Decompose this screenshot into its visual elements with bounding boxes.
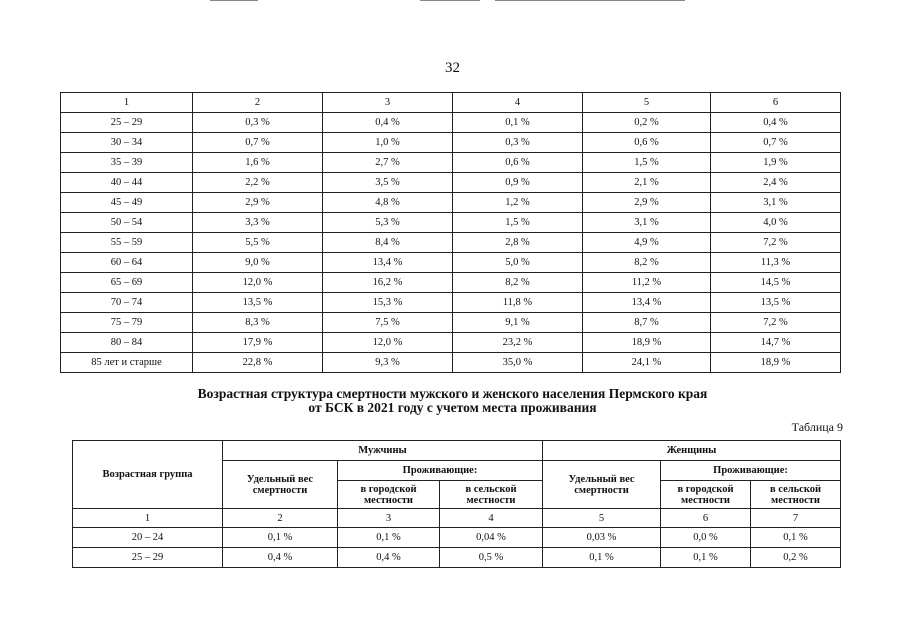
column-number-cell: 1 bbox=[61, 93, 193, 113]
scan-artifact-line bbox=[495, 0, 685, 1]
table-row bbox=[61, 133, 841, 153]
percent-cell: 0,6 % bbox=[453, 153, 583, 173]
percent-cell: 3,1 % bbox=[583, 213, 711, 233]
percent-cell: 7,2 % bbox=[711, 233, 841, 253]
percent-cell: 4,9 % bbox=[583, 233, 711, 253]
upper-column-number-row bbox=[61, 93, 841, 113]
section-title-line: от БСК в 2021 году с учетом места проживания bbox=[308, 400, 597, 415]
men-residing-header: Проживающие: bbox=[338, 461, 543, 481]
column-number-cell: 2 bbox=[223, 509, 338, 528]
table-row bbox=[61, 193, 841, 213]
women-rural-header: в сельской местности bbox=[751, 481, 841, 509]
percent-cell: 0,7 % bbox=[711, 133, 841, 153]
percent-cell: 0,4 % bbox=[223, 548, 338, 568]
percent-cell: 7,2 % bbox=[711, 313, 841, 333]
women-share-header: Удельный вес смертности bbox=[543, 461, 661, 509]
percent-cell: 0,1 % bbox=[223, 528, 338, 548]
percent-cell: 2,9 % bbox=[583, 193, 711, 213]
percent-cell: 0,1 % bbox=[751, 528, 841, 548]
percent-cell: 1,5 % bbox=[453, 213, 583, 233]
age-group-cell: 45 – 49 bbox=[61, 193, 193, 213]
percent-cell: 0,5 % bbox=[440, 548, 543, 568]
age-group-cell: 70 – 74 bbox=[61, 293, 193, 313]
age-group-cell: 40 – 44 bbox=[61, 173, 193, 193]
percent-cell: 2,1 % bbox=[583, 173, 711, 193]
percent-cell: 22,8 % bbox=[193, 353, 323, 373]
men-share-header: Удельный вес смертности bbox=[223, 461, 338, 509]
percent-cell: 11,2 % bbox=[583, 273, 711, 293]
upper-mortality-table bbox=[60, 92, 841, 373]
column-number-cell: 4 bbox=[453, 93, 583, 113]
column-number-cell: 5 bbox=[583, 93, 711, 113]
percent-cell: 0,1 % bbox=[453, 113, 583, 133]
section-title bbox=[0, 387, 905, 415]
percent-cell: 13,4 % bbox=[583, 293, 711, 313]
table-caption: Таблица 9 bbox=[791, 420, 843, 434]
percent-cell: 0,6 % bbox=[583, 133, 711, 153]
age-group-cell: 25 – 29 bbox=[61, 113, 193, 133]
percent-cell: 13,4 % bbox=[323, 253, 453, 273]
table-row bbox=[61, 333, 841, 353]
percent-cell: 4,8 % bbox=[323, 193, 453, 213]
lower-column-number-row bbox=[73, 509, 841, 528]
section-title-line: Возрастная структура смертности мужского и женского населения Пермского края bbox=[197, 386, 708, 401]
percent-cell: 2,2 % bbox=[193, 173, 323, 193]
percent-cell: 14,5 % bbox=[711, 273, 841, 293]
table-row bbox=[61, 293, 841, 313]
age-group-cell: 20 – 24 bbox=[73, 528, 223, 548]
column-number-cell: 3 bbox=[338, 509, 440, 528]
column-number-cell: 1 bbox=[73, 509, 223, 528]
age-group-cell: 60 – 64 bbox=[61, 253, 193, 273]
percent-cell: 3,3 % bbox=[193, 213, 323, 233]
age-group-cell: 25 – 29 bbox=[73, 548, 223, 568]
age-group-cell: 30 – 34 bbox=[61, 133, 193, 153]
percent-cell: 14,7 % bbox=[711, 333, 841, 353]
percent-cell: 5,5 % bbox=[193, 233, 323, 253]
percent-cell: 1,5 % bbox=[583, 153, 711, 173]
percent-cell: 0,3 % bbox=[193, 113, 323, 133]
column-number-cell: 5 bbox=[543, 509, 661, 528]
percent-cell: 8,7 % bbox=[583, 313, 711, 333]
percent-cell: 0,4 % bbox=[338, 548, 440, 568]
women-header: Женщины bbox=[543, 441, 841, 461]
column-number-cell: 3 bbox=[323, 93, 453, 113]
column-number-cell: 6 bbox=[661, 509, 751, 528]
percent-cell: 8,2 % bbox=[453, 273, 583, 293]
percent-cell: 5,0 % bbox=[453, 253, 583, 273]
percent-cell: 12,0 % bbox=[193, 273, 323, 293]
scan-artifact-line bbox=[210, 0, 258, 1]
percent-cell: 1,9 % bbox=[711, 153, 841, 173]
header-row bbox=[73, 441, 841, 461]
age-group-cell: 55 – 59 bbox=[61, 233, 193, 253]
percent-cell: 3,1 % bbox=[711, 193, 841, 213]
percent-cell: 9,0 % bbox=[193, 253, 323, 273]
percent-cell: 2,7 % bbox=[323, 153, 453, 173]
percent-cell: 15,3 % bbox=[323, 293, 453, 313]
lower-mortality-table bbox=[72, 440, 841, 568]
lower-table-body bbox=[73, 441, 841, 568]
percent-cell: 0,03 % bbox=[543, 528, 661, 548]
percent-cell: 24,1 % bbox=[583, 353, 711, 373]
percent-cell: 12,0 % bbox=[323, 333, 453, 353]
men-header: Мужчины bbox=[223, 441, 543, 461]
percent-cell: 5,3 % bbox=[323, 213, 453, 233]
percent-cell: 0,04 % bbox=[440, 528, 543, 548]
percent-cell: 0,7 % bbox=[193, 133, 323, 153]
percent-cell: 0,1 % bbox=[338, 528, 440, 548]
percent-cell: 0,2 % bbox=[583, 113, 711, 133]
table-row bbox=[73, 528, 841, 548]
percent-cell: 8,4 % bbox=[323, 233, 453, 253]
percent-cell: 0,0 % bbox=[661, 528, 751, 548]
percent-cell: 18,9 % bbox=[711, 353, 841, 373]
percent-cell: 0,2 % bbox=[751, 548, 841, 568]
age-group-cell: 85 лет и старше bbox=[61, 353, 193, 373]
scan-artifact-line bbox=[420, 0, 480, 1]
page-number: 32 bbox=[445, 60, 460, 76]
percent-cell: 2,9 % bbox=[193, 193, 323, 213]
column-number-cell: 6 bbox=[711, 93, 841, 113]
age-group-cell: 75 – 79 bbox=[61, 313, 193, 333]
percent-cell: 0,9 % bbox=[453, 173, 583, 193]
age-group-cell: 50 – 54 bbox=[61, 213, 193, 233]
age-group-cell: 35 – 39 bbox=[61, 153, 193, 173]
percent-cell: 16,2 % bbox=[323, 273, 453, 293]
percent-cell: 3,5 % bbox=[323, 173, 453, 193]
column-number-cell: 7 bbox=[751, 509, 841, 528]
men-urban-header: в городской местности bbox=[338, 481, 440, 509]
table-row bbox=[61, 173, 841, 193]
table-row bbox=[61, 273, 841, 293]
table-row bbox=[61, 113, 841, 133]
percent-cell: 0,4 % bbox=[323, 113, 453, 133]
percent-cell: 13,5 % bbox=[711, 293, 841, 313]
table-row bbox=[61, 213, 841, 233]
percent-cell: 0,1 % bbox=[543, 548, 661, 568]
age-group-header: Возрастная группа bbox=[73, 441, 223, 509]
percent-cell: 0,3 % bbox=[453, 133, 583, 153]
percent-cell: 4,0 % bbox=[711, 213, 841, 233]
percent-cell: 1,6 % bbox=[193, 153, 323, 173]
percent-cell: 7,5 % bbox=[323, 313, 453, 333]
percent-cell: 9,3 % bbox=[323, 353, 453, 373]
column-number-cell: 2 bbox=[193, 93, 323, 113]
age-group-cell: 65 – 69 bbox=[61, 273, 193, 293]
age-group-cell: 80 – 84 bbox=[61, 333, 193, 353]
percent-cell: 35,0 % bbox=[453, 353, 583, 373]
percent-cell: 1,0 % bbox=[323, 133, 453, 153]
percent-cell: 0,4 % bbox=[711, 113, 841, 133]
women-urban-header: в городской местности bbox=[661, 481, 751, 509]
women-residing-header: Проживающие: bbox=[661, 461, 841, 481]
table-row bbox=[61, 313, 841, 333]
percent-cell: 18,9 % bbox=[583, 333, 711, 353]
table-row bbox=[61, 353, 841, 373]
percent-cell: 0,1 % bbox=[661, 548, 751, 568]
percent-cell: 11,8 % bbox=[453, 293, 583, 313]
table-row bbox=[61, 253, 841, 273]
men-rural-header: в сельской местности bbox=[440, 481, 543, 509]
percent-cell: 8,2 % bbox=[583, 253, 711, 273]
table-row bbox=[61, 153, 841, 173]
table-row bbox=[73, 548, 841, 568]
percent-cell: 23,2 % bbox=[453, 333, 583, 353]
percent-cell: 11,3 % bbox=[711, 253, 841, 273]
table-row bbox=[61, 233, 841, 253]
percent-cell: 2,8 % bbox=[453, 233, 583, 253]
percent-cell: 2,4 % bbox=[711, 173, 841, 193]
percent-cell: 17,9 % bbox=[193, 333, 323, 353]
percent-cell: 9,1 % bbox=[453, 313, 583, 333]
upper-table-body bbox=[61, 93, 841, 373]
column-number-cell: 4 bbox=[440, 509, 543, 528]
percent-cell: 8,3 % bbox=[193, 313, 323, 333]
percent-cell: 13,5 % bbox=[193, 293, 323, 313]
percent-cell: 1,2 % bbox=[453, 193, 583, 213]
